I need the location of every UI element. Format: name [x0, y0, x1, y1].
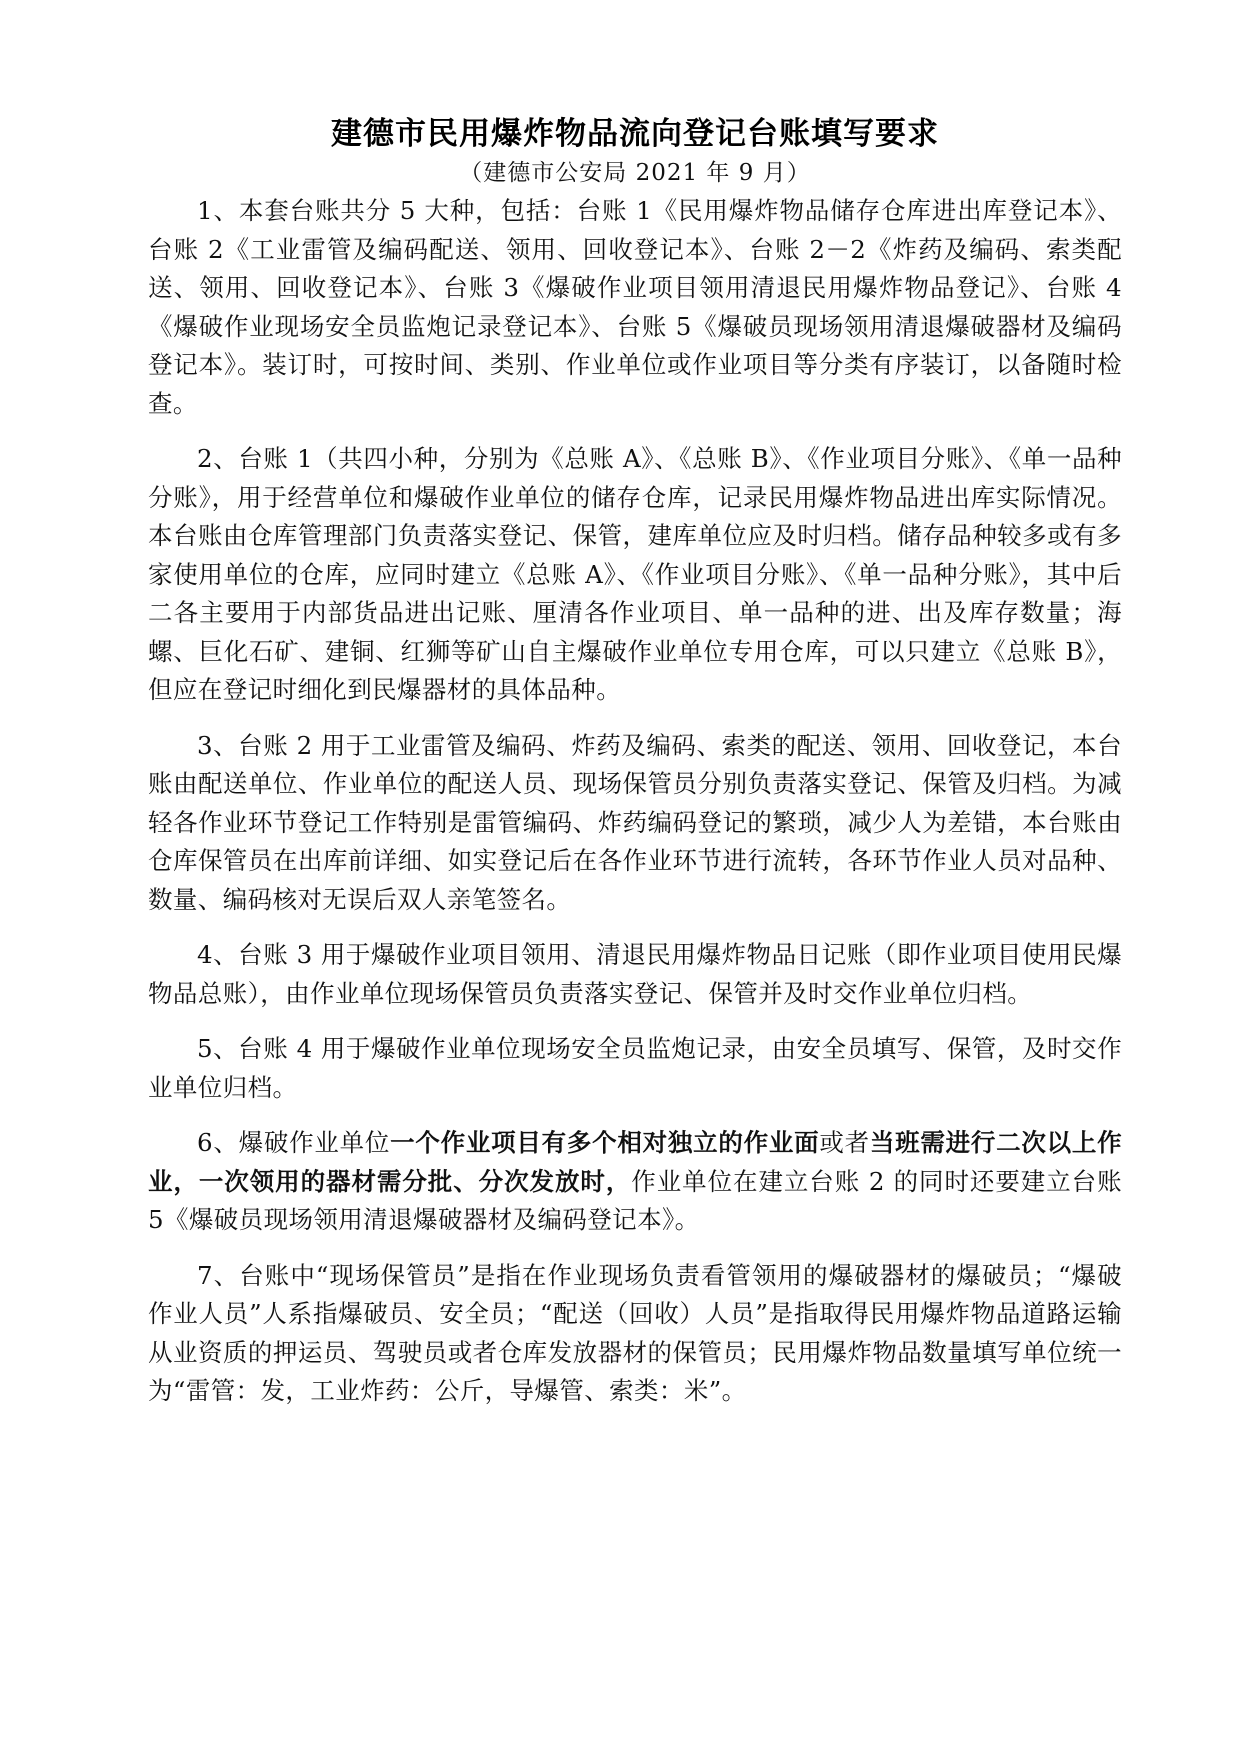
paragraph-6-emphasis-2: 当班需进行二次以上作业，一次领用的器材需分批、分次发放时， — [148, 1128, 1122, 1196]
paragraph-4: 4、台账 3 用于爆破作业项目领用、清退民用爆炸物品日记账（即作业项目使用民爆物品总账），由作业单位现场保管员负责落实登记、保管并及时交作业单位归档。 — [148, 940, 1122, 1008]
document-title: 建德市民用爆炸物品流向登记台账填写要求 — [331, 116, 939, 152]
paragraph-1: 1、本套台账共分 5 大种，包括：台账 1《民用爆炸物品储存仓库进出库登记本》、台账 2《工业雷管及编码配送、领用、回收登记本》、台账 2－2《炸药及编码、索类配送、领用、回收登记本》、台账 3《爆破作业项目领用清退民用爆炸物品登记》、台账 4《爆破作业现场安全员监炮记录登记本》、台账 5《爆破员现场领用清退爆破器材及编码登记本》。装订时，可按时间、类别、作业单位或作业项目等分类有序装订，以备随时检查。 — [148, 196, 1122, 418]
paragraph-6 — [148, 1124, 1122, 1240]
paragraph-6-intro: 6、爆破作业单位 — [197, 1128, 391, 1157]
paragraph-7: 7、台账中“现场保管员”是指在作业现场负责看管领用的爆破器材的爆破员；“爆破作业人员”人系指爆破员、安全员；“配送（回收）人员”是指取得民用爆炸物品道路运输从业资质的押运员、驾驶员或者仓库发放器材的保管员；民用爆炸物品数量填写单位统一为“雷管：发，工业炸药：公斤，导爆管、索类：米”。 — [148, 1260, 1122, 1405]
paragraph-6-connector: 或者 — [819, 1128, 870, 1157]
paragraph-2: 2、台账 1（共四小种，分别为《总账 A》、《总账 B》、《作业项目分账》、《单一品种分账》，用于经营单位和爆破作业单位的储存仓库，记录民用爆炸物品进出库实际情况。本台账由仓库管理部门负责落实登记、保管，建库单位应及时归档。储存品种较多或有多家使用单位的仓库，应同时建立《总账 A》、《作业项目分账》、《单一品种分账》，其中后二各主要用于内部货品进出记账、厘清各作业项目、单一品种的进、出及库存数量；海螺、巨化石矿、建铜、红狮等矿山自主爆破作业单位专用仓库，可以只建立《总账 B》，但应在登记时细化到民爆器材的具体品种。 — [148, 444, 1122, 704]
paragraph-6-emphasis-1: 一个作业项目有多个相对独立的作业面 — [390, 1128, 820, 1157]
paragraph-5: 5、台账 4 用于爆破作业单位现场安全员监炮记录，由安全员填写、保管，及时交作业单位归档。 — [148, 1034, 1122, 1102]
paragraph-3: 3、台账 2 用于工业雷管及编码、炸药及编码、索类的配送、领用、回收登记，本台账由配送单位、作业单位的配送人员、现场保管员分别负责落实登记、保管及归档。为减轻各作业环节登记工作特别是雷管编码、炸药编码登记的繁琐，减少人为差错，本台账由仓库保管员在出库前详细、如实登记后在各作业环节进行流转，各环节作业人员对品种、数量、编码核对无误后双人亲笔签名。 — [148, 730, 1122, 914]
document-subtitle: （建德市公安局 2021 年 9 月） — [459, 160, 811, 186]
paragraph-6-rest: 作业单位在建立台账 2 的同时还要建立台账 5《爆破员现场领用清退爆破器材及编码登记本》。 — [148, 1166, 1122, 1234]
